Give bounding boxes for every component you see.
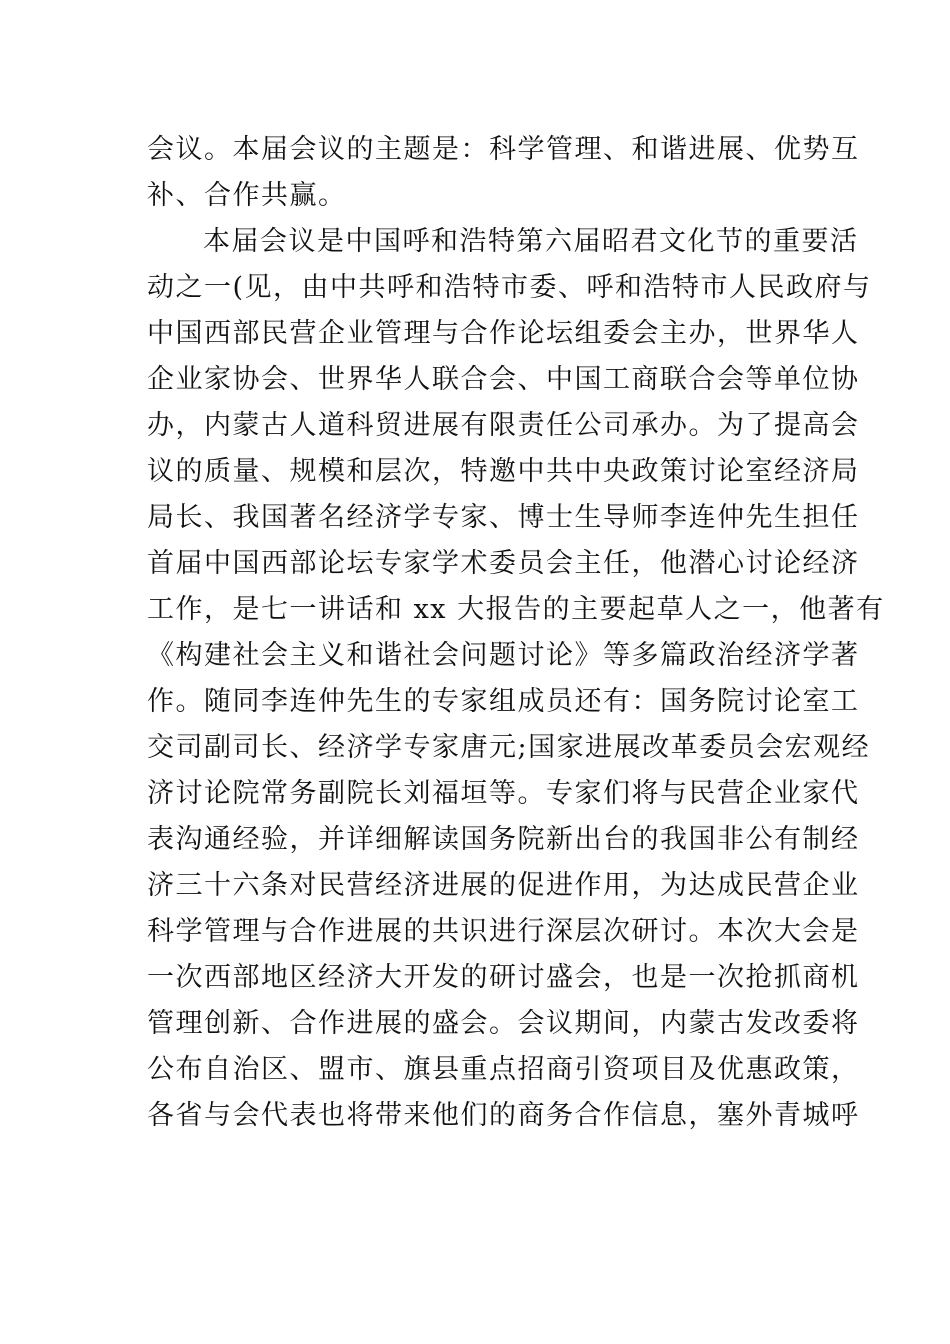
text-line: 作。随同李连仲先生的专家组成员还有：国务院讨论室工 [147, 686, 860, 717]
paragraph-1 [147, 127, 860, 219]
text-line: 《构建社会主义和谐社会问题讨论》等多篇政治经济学著 [147, 640, 860, 671]
text-line: 企业家协会、世界华人联合会、中国工商联合会等单位协 [147, 364, 860, 395]
text-line: 动之一(见，由中共呼和浩特市委、呼和浩特市人民政府与 [147, 272, 872, 303]
text-line: 中国西部民营企业管理与合作论坛组委会主办，世界华人 [147, 318, 860, 349]
text-line: 科学管理与合作进展的共识进行深层次研讨。本次大会是 [147, 916, 860, 947]
text-line: 济讨论院常务副院长刘福垣等。专家们将与民营企业家代 [147, 778, 860, 809]
text-line: 首届中国西部论坛专家学术委员会主任，他潜心讨论经济 [147, 548, 860, 579]
text-line: 议的质量、规模和层次，特邀中共中央政策讨论室经济局 [147, 456, 860, 487]
text-line: 各省与会代表也将带来他们的商务合作信息，塞外青城呼 [147, 1100, 860, 1131]
document-body [147, 127, 885, 1231]
text-line: 公布自治区、盟市、旗县重点招商引资项目及优惠政策， [147, 1054, 860, 1085]
text-line: 表沟通经验，并详细解读国务院新出台的我国非公有制经 [147, 824, 860, 855]
paragraph-2 [147, 219, 885, 1231]
text-line: 局长、我国著名经济学专家、博士生导师李连仲先生担任 [147, 502, 860, 533]
text-line [147, 1139, 817, 1185]
text-line: 工作，是七一讲话和 xx 大报告的主要起草人之一，他著有 [147, 594, 885, 625]
text-line [147, 1185, 817, 1231]
text-line: 管理创新、合作进展的盛会。会议期间，内蒙古发改委将 [147, 1008, 860, 1039]
text-line: 本届会议是中国呼和浩特第六届昭君文化节的重要活 [203, 226, 859, 257]
text-line: 一次西部地区经济大开发的研讨盛会，也是一次抢抓商机 [147, 962, 860, 993]
text-line: 补、合作共赢。 [147, 180, 347, 211]
text-line: 会议。本届会议的主题是：科学管理、和谐进展、优势互 [147, 134, 860, 165]
text-line: 办，内蒙古人道科贸进展有限责任公司承办。为了提高会 [147, 410, 860, 441]
text-line: 交司副司长、经济学专家唐元;国家进展改革委员会宏观经 [147, 732, 871, 763]
text-line: 济三十六条对民营经济进展的促进作用，为达成民营企业 [147, 870, 860, 901]
